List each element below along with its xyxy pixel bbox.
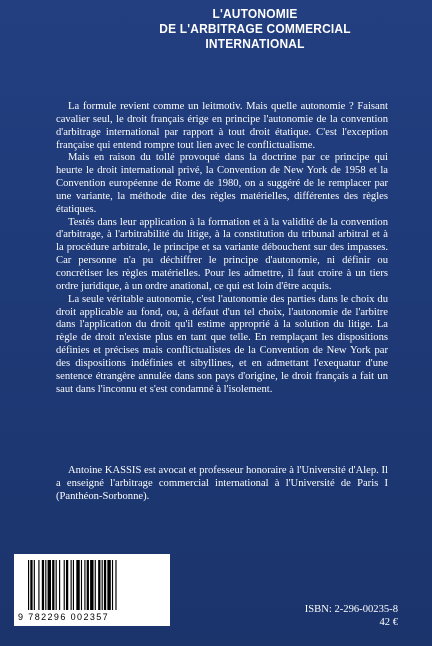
barcode-bar bbox=[81, 560, 82, 610]
barcode-bar bbox=[48, 560, 51, 610]
barcode-bar bbox=[64, 560, 65, 610]
title-line-1: L'AUTONOMIE bbox=[212, 6, 298, 21]
barcode-bar bbox=[71, 560, 72, 610]
barcode-bar bbox=[73, 560, 74, 610]
barcode-bar bbox=[84, 560, 85, 610]
author-bio bbox=[56, 465, 388, 504]
barcode-bar bbox=[95, 560, 96, 610]
blurb bbox=[56, 101, 388, 396]
barcode-bar bbox=[45, 560, 46, 610]
barcode-bar bbox=[104, 560, 106, 610]
isbn-block bbox=[305, 603, 398, 629]
author-bio-text: Antoine KASSIS est avocat et professeur honoraire à l'Université d'Alep. Il a enseigné l'arbitrage commercial international à l'Université de Paris I (Panthéon-Sorbonne). bbox=[56, 465, 388, 502]
blurb-paragraph-2: Mais en raison du tollé provoqué dans la doctrine par ce principe qui heurte le droit international privé, la Convention de New York de 1958 et la Convention européenne de Rome de 1980, on a suggéré de le remplacer par une variante, la méthode dite des règles matérielles, différentes des règles étatiques. bbox=[56, 152, 388, 215]
barcode-bar bbox=[38, 560, 39, 610]
barcode-bar bbox=[98, 560, 100, 610]
barcode-bar bbox=[59, 560, 60, 610]
barcode-bar bbox=[52, 560, 54, 610]
price: 42 € bbox=[379, 617, 398, 628]
blurb-paragraph-4: La seule véritable autonomie, c'est l'autonomie des parties dans le choix du droit applicable au fond, ou, à défaut d'un tel choix, l'autonomie de l'arbitre dans l'application du droit qu'il estime approprié à la solution du litige. La règle de droit n'existe plus en tant que telle. En remplaçant les dispositions définies et précises mais conflictualistes de la Convention de New York par des dispositions indéfinies et sibyllines, et en admettant l'exequatur d'une sentence étrangère annulée dans son pays d'origine, le droit français a fait un saut dans l'inconnu et s'est condamné à l'isolement. bbox=[56, 293, 388, 395]
barcode-bar bbox=[87, 560, 89, 610]
barcode-bar bbox=[115, 560, 116, 610]
barcode-label bbox=[14, 554, 170, 626]
title-line-3: INTERNATIONAL bbox=[205, 36, 305, 51]
barcode-bar bbox=[28, 560, 29, 610]
barcode-bar bbox=[76, 560, 79, 610]
title-line-2: DE L'ARBITRAGE COMMERCIAL bbox=[159, 21, 351, 36]
isbn-number: ISBN: 2-296-00235-8 bbox=[304, 604, 398, 615]
blurb-paragraph-1: La formule revient comme un leitmotiv. Mais quelle autonomie ? Faisant cavalier seul, le droit français érige en principe l'autonomie de la convention d'arbitrage international par rapport à tout droit étatique. C'est l'exception française qui entend rompre tout lien avec le conflictualisme. bbox=[56, 101, 388, 151]
barcode-digits: 9 782296 002357 bbox=[18, 612, 110, 622]
barcode-bar bbox=[112, 560, 113, 610]
barcode-bar bbox=[107, 560, 110, 610]
barcode-bar bbox=[90, 560, 93, 610]
barcode-bar bbox=[42, 560, 44, 610]
barcode-bar bbox=[56, 560, 57, 610]
barcode-bars bbox=[28, 560, 158, 610]
barcode-bar bbox=[102, 560, 103, 610]
barcode-bar bbox=[30, 560, 32, 610]
blurb-paragraph-3: Testés dans leur application à la formation et à la validité de la convention d'arbitrage, à l'arbitrabilité du litige, à la constitution du tribunal arbitral et à la procédure arbitrale, le principe et sa variante débouchent sur des impasses. Car personne n'a pu déchiffrer le principe d'autonomie, ni définir ou concrétiser les règles matérielles. Pour les admettre, il faut croire à un tiers ordre juridique, à un ordre anational, ce qui est loin d'être acquis. bbox=[56, 216, 388, 292]
barcode-bar bbox=[66, 560, 68, 610]
barcode-bar bbox=[34, 560, 35, 610]
book-title bbox=[158, 6, 351, 51]
